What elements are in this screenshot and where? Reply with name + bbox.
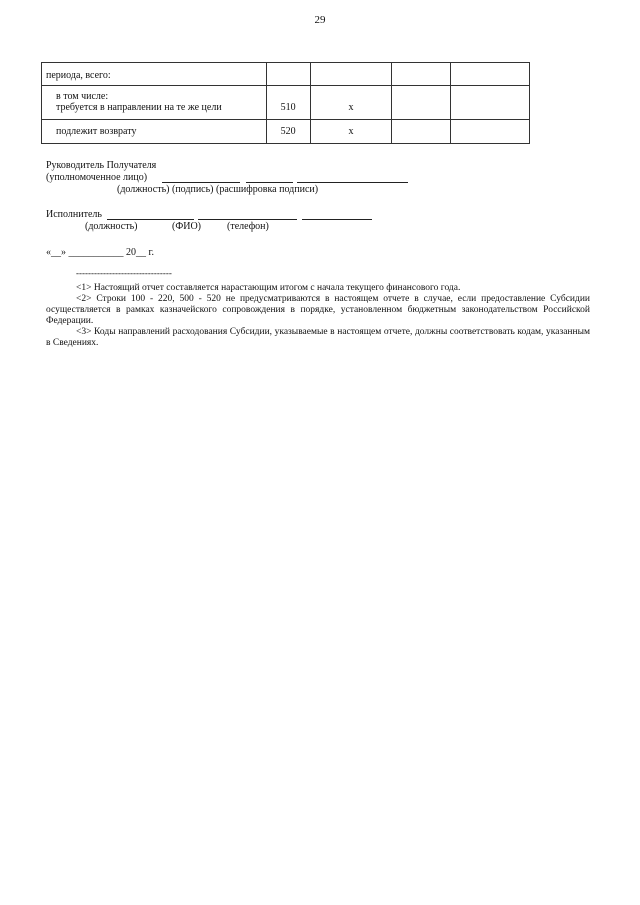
footnote-separator: -------------------------------- [76,268,172,278]
row-label-line: требуется в направлении на те же цели [56,102,222,113]
head-subtitle: (уполномоченное лицо) [46,172,148,183]
footnote-3: <3> Коды направлений расходования Субсидии, указываемые в настоящем отчете, должны соответствовать кодам, указанным в Сведениях. [46,327,590,348]
row-label: периода, всего: [42,63,267,86]
executor-caption-position: (должность) [85,221,138,232]
row-mark: x [310,86,392,120]
date-line: «__» ___________ 20__ г. [46,247,154,258]
row-value-cell [392,63,451,86]
table-row [42,86,530,120]
executor-line-name [198,219,297,220]
executor-title: Исполнитель [46,209,102,220]
footnote-1: <1> Настоящий отчет составляется нарастающим итогом с начала текущего финансового года. [76,283,461,293]
row-code: 510 [266,86,310,120]
table-row [42,120,530,144]
row-value-cell [451,86,530,120]
footnotes [46,283,590,349]
row-value-cell [451,120,530,144]
row-mark: x [310,120,392,144]
row-value-cell [451,63,530,86]
executor-line-position [107,219,194,220]
row-code: 520 [266,120,310,144]
report-table [41,62,530,144]
executor-caption-phone: (телефон) [227,221,269,232]
row-value-cell [392,120,451,144]
row-label: подлежит возврату [42,120,267,144]
row-label [42,86,267,120]
footnote-2: <2> Строки 100 - 220, 500 - 520 не предусматриваются в настоящем отчете в случае, если предоставление Субсидии осуществляется в рамках казначейского сопровождения в порядке, установленном бюджетным законодательством Российской Федерации. [46,294,590,326]
executor-line-phone [302,219,372,220]
signature-line-sign [246,182,293,183]
row-value-cell [392,86,451,120]
signature-line-decode [297,182,408,183]
executor-caption-name: (ФИО) [172,221,202,232]
table-row [42,63,530,86]
head-title: Руководитель Получателя [46,160,157,171]
row-code [266,63,310,86]
signature-line-position [162,182,240,183]
row-label-line: в том числе: [56,91,109,102]
row-mark [310,63,392,86]
head-captions: (должность) (подпись) (расшифровка подписи) [117,184,319,195]
page-number: 29 [314,14,326,26]
